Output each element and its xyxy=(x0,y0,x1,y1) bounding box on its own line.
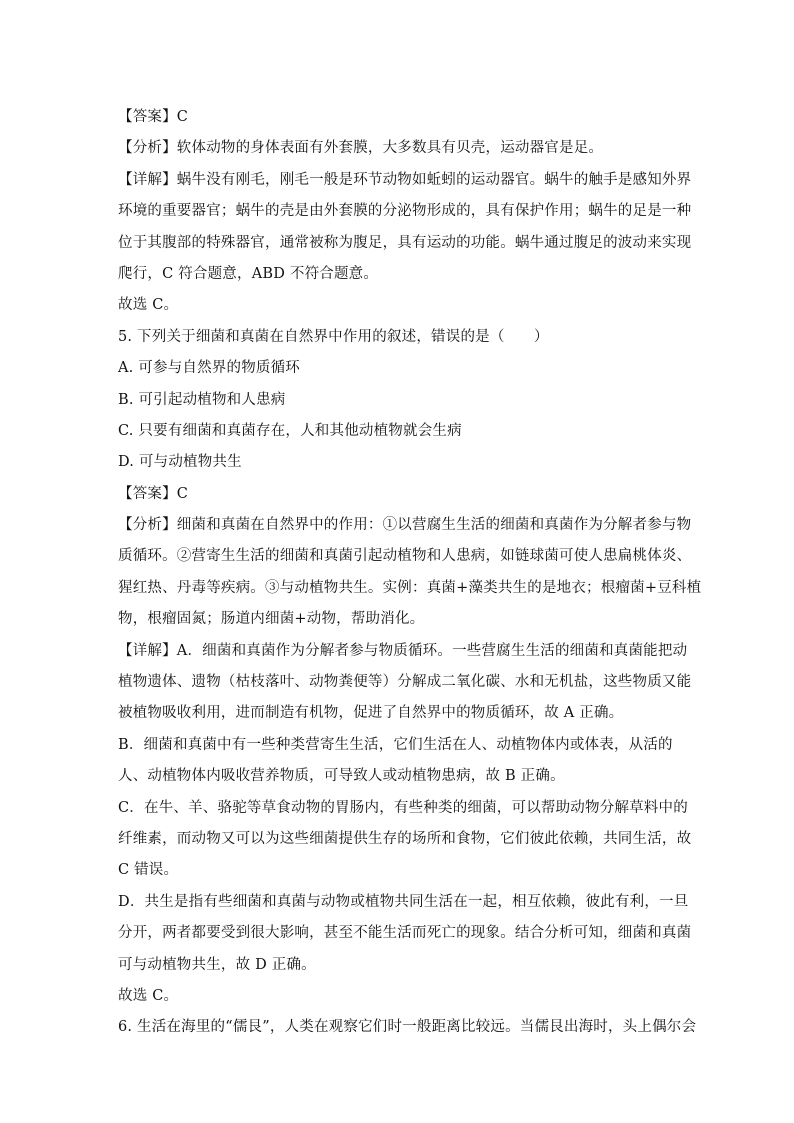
explanation-q5-a-line3: 被植物吸收利用，进而制造有机物，促进了自然界中的物质循环，故 A 正确。 xyxy=(118,705,624,722)
explanation-q4-line1: 【详解】蜗牛没有刚毛，刚毛一般是环节动物如蚯蚓的运动器官。蜗牛的触手是感知外界 xyxy=(118,171,692,188)
question-6: 6. 生活在海里的“儒艮”，人类在观察它们时一般距离比较远。当儒艮出海时，头上偶尔会 xyxy=(118,1019,697,1036)
explanation-q5-a-line1: 【详解】A．细菌和真菌作为分解者参与物质循环。一些营腐生生活的细菌和真菌能把动 xyxy=(118,642,688,659)
option-d: D. 可与动植物共生 xyxy=(118,454,242,471)
explanation-q5-b-line2: 人、动植物体内吸收营养物质，可导致人或动植物患病，故 B 正确。 xyxy=(118,768,565,785)
answer-label-q5: 【答案】C xyxy=(118,485,189,502)
explanation-q4-line3: 位于其腹部的特殊器官，通常被称为腹足，具有运动的功能。蜗牛通过腹足的波动来实现 xyxy=(118,234,692,251)
analysis-q5-line3: 猩红热、丹毒等疾病。③与动植物共生。实例：真菌+藻类共生的是地衣；根瘤菌+豆科植 xyxy=(118,579,702,596)
explanation-q5-c-line1: C．在牛、羊、骆驼等草食动物的胃肠内，有些种类的细菌，可以帮助动物分解草料中的 xyxy=(118,799,688,816)
choice-q5: 故选 C。 xyxy=(118,987,179,1004)
answer-label-q4: 【答案】C xyxy=(118,109,189,125)
explanation-q5-a-line2: 植物遗体、遗物（枯枝落叶、动物粪便等）分解成二氧化碳、水和无机盐，这些物质又能 xyxy=(118,674,692,691)
analysis-q5-line2: 质循环。②营寄生生活的细菌和真菌引起动植物和人患病，如链球菌可使人患扁桃体炎、 xyxy=(118,548,692,565)
question-5: 5. 下列关于细菌和真菌在自然界中作用的叙述，错误的是（ ） xyxy=(118,328,549,345)
option-a: A. 可参与自然界的物质循环 xyxy=(118,360,300,377)
explanation-q5-b-line1: B．细菌和真菌中有一些种类营寄生生活，它们生活在人、动植物体内或体表，从活的 xyxy=(118,736,673,753)
option-c: C. 只要有细菌和真菌存在，人和其他动植物就会生病 xyxy=(118,422,462,439)
choice-q4: 故选 C。 xyxy=(118,297,179,314)
option-b: B. 可引起动植物和人患病 xyxy=(118,391,286,408)
explanation-q4-line2: 环境的重要器官；蜗牛的壳是由外套膜的分泌物形成的，具有保护作用；蜗牛的足是一种 xyxy=(118,203,692,220)
analysis-q5-line1: 【分析】细菌和真菌在自然界中的作用：①以营腐生生活的细菌和真菌作为分解者参与物 xyxy=(118,517,692,534)
explanation-q5-d-line3: 可与动植物共生，故 D 正确。 xyxy=(118,956,316,973)
explanation-q4-line4: 爬行，C 符合题意，ABD 不符合题意。 xyxy=(118,265,379,282)
analysis-q4: 【分析】软体动物的身体表面有外套膜，大多数具有贝壳，运动器官是足。 xyxy=(118,140,604,157)
document-page xyxy=(118,102,702,1044)
explanation-q5-d-line2: 分开，两者都要受到很大影响，甚至不能生活而死亡的现象。结合分析可知，细菌和真菌 xyxy=(118,925,692,942)
explanation-q5-c-line3: C 错误。 xyxy=(118,862,179,879)
explanation-q5-d-line1: D．共生是指有些细菌和真菌与动物或植物共同生活在一起，相互依赖，彼此有利，一旦 xyxy=(118,893,689,910)
analysis-q5-line4: 物，根瘤固氮；肠道内细菌+动物，帮助消化。 xyxy=(118,611,425,628)
explanation-q5-c-line2: 纤维素，而动物又可以为这些细菌提供生存的场所和食物，它们彼此依赖，共同生活，故 xyxy=(118,830,692,847)
